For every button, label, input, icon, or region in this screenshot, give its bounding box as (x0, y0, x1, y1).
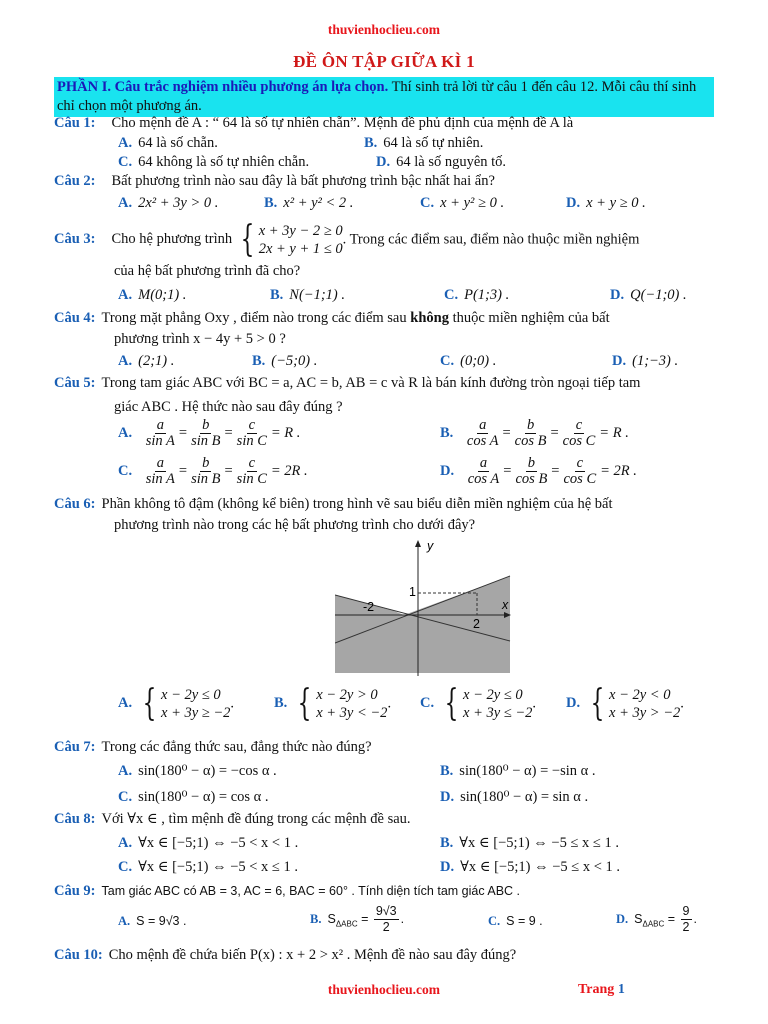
question-3-cont: của hệ bất phương trình đã cho? (114, 263, 301, 279)
q5-option-d[interactable]: D. $\frac{a}{\text{cos A}}$ = $\frac{b}{\text{cos B}}$ = $\frac{c}{\text{cos C}}$ = 2R . (440, 455, 637, 487)
q9-option-c[interactable]: C. S = 9 . (488, 914, 543, 928)
question-label: Câu 7: (54, 739, 96, 755)
q9-option-b[interactable]: B. $S_{\Delta ABC}$ = $\frac{9√3}{2}$ . (310, 904, 405, 934)
q5-option-c[interactable]: C. $\frac{a}{\text{sin A}}$ = $\frac{b}{\text{sin B}}$ = $\frac{c}{\text{sin C}}$ = 2R . (118, 455, 308, 487)
q9-option-a[interactable]: A. S = 9√3 . (118, 914, 187, 928)
q4-option-d[interactable]: D. (1;−3) . (612, 353, 679, 369)
q6-option-b[interactable]: B. { x − 2y > 0 x + 3y < −2 . (274, 683, 392, 724)
question-9: Câu 9: Tam giác ABC có AB = 3, AC = 6, BAC = 60° . Tính diện tích tam giác ABC . (54, 883, 521, 899)
shaded-region (335, 576, 510, 673)
question-6: Câu 6: Phần không tô đậm (không kể biên) trong hình vẽ sau biểu diễn miền nghiệm của hệ bất (54, 496, 613, 512)
q6-option-a[interactable]: A. { x − 2y ≤ 0 x + 3y ≥ −2 . (118, 683, 235, 724)
footer-site[interactable]: thuvienhoclieu.com (327, 982, 441, 997)
question-label: Câu 5: (54, 375, 96, 391)
question-4: Câu 4: Trong mặt phẳng Oxy , điểm nào trong các điểm sau không thuộc miền nghiệm của bất (54, 310, 610, 326)
q8-option-c[interactable]: C. ∀x ∈ [−5;1) ⇔ −5 < x ≤ 1 . (118, 859, 299, 875)
q1-option-c[interactable]: C. 64 không là số tự nhiên chẵn. (118, 154, 310, 170)
q4-option-a[interactable]: A. (2;1) . (118, 353, 175, 369)
question-5: Câu 5: Trong tam giác ABC với BC = a, AC = b, AB = c và R là bán kính đường tròn ngoại tiếp tam (54, 375, 641, 391)
question-label: Câu 3: (54, 231, 96, 248)
question-text: Cho mệnh đề A : “ 64 là số tự nhiên chẵn”. Mệnh đề phủ định của mệnh đề A là (111, 115, 574, 131)
q6-figure (335, 538, 515, 683)
question-label: Câu 4: (54, 310, 96, 326)
q3-option-b[interactable]: B. N(−1;1) . (270, 287, 345, 303)
question-label: Câu 10: (54, 947, 103, 963)
tick-y-1: 1 (409, 585, 416, 599)
question-5-cont: giác ABC . Hệ thức nào sau đây đúng ? (114, 399, 343, 415)
q1-option-d[interactable]: D. 64 là số nguyên tố. (376, 154, 507, 170)
q2-option-d[interactable]: D. x + y ≥ 0 . (566, 195, 646, 211)
q1-option-b[interactable]: B. 64 là số tự nhiên. (364, 135, 484, 151)
q7-option-d[interactable]: D. sin(180⁰ − α) = sin α . (440, 789, 589, 805)
q1-option-a[interactable]: A. 64 là số chẵn. (118, 135, 218, 151)
question-label: Câu 8: (54, 811, 96, 827)
tick-x-neg2: -2 (363, 600, 375, 614)
q4-option-b[interactable]: B. (−5;0) . (252, 353, 318, 369)
q2-option-c[interactable]: C. x + y² ≥ 0 . (420, 195, 505, 211)
q7-option-a[interactable]: A. sin(180⁰ − α) = −cos α . (118, 763, 277, 779)
question-label: Câu 1: (54, 115, 96, 131)
x-axis-label: x (502, 598, 509, 612)
question-10: Câu 10: Cho mệnh đề chứa biến P(x) : x + 2 > x² . Mệnh đề nào sau đây đúng? (54, 947, 517, 963)
q8-option-d[interactable]: D. ∀x ∈ [−5;1) ⇔ −5 ≤ x < 1 . (440, 859, 621, 875)
part-instructions (54, 77, 714, 117)
q2-option-b[interactable]: B. x² + y² < 2 . (264, 195, 354, 211)
q8-option-b[interactable]: B. ∀x ∈ [−5;1) ⇔ −5 ≤ x ≤ 1 . (440, 835, 619, 851)
question-text: Bất phương trình nào sau đây là bất phương trình bậc nhất hai ẩn? (111, 173, 495, 189)
q5-option-b[interactable]: B. $\frac{a}{\text{cos A}}$ = $\frac{b}{\text{cos B}}$ = $\frac{c}{\text{cos C}}$ = R . (440, 417, 629, 449)
site-header[interactable]: thuvienhoclieu.com (327, 22, 441, 37)
page-title: ĐỀ ÔN TẬP GIỮA KÌ 1 (293, 52, 475, 71)
y-axis-label: y (427, 539, 434, 553)
question-label: Câu 6: (54, 496, 96, 512)
q7-option-c[interactable]: C. sin(180⁰ − α) = cos α . (118, 789, 269, 805)
q3-option-a[interactable]: A. M(0;1) . (118, 287, 187, 303)
question-1 (54, 114, 716, 133)
part-text: Thí sinh trả lời từ câu 1 đến câu 12. Mỗi câu thí sinh chỉ chọn một phương án. (57, 79, 697, 114)
question-label: Câu 2: (54, 173, 96, 189)
q3-option-c[interactable]: C. P(1;3) . (444, 287, 510, 303)
question-2 (54, 172, 716, 191)
question-3: Câu 3: Cho hệ phương trình { x + 3y − 2 ≥ 0 2x + y + 1 ≤ 0 . Trong các điểm sau, điểm nào thuộc miền nghiệm (54, 219, 640, 260)
q3-system: { x + 3y − 2 ≥ 0 2x + y + 1 ≤ 0 (240, 219, 343, 260)
q7-option-b[interactable]: B. sin(180⁰ − α) = −sin α . (440, 763, 596, 779)
question-7: Câu 7: Trong các đẳng thức sau, đẳng thức nào đúng? (54, 739, 372, 755)
page-number: Trang 1 (578, 982, 625, 997)
q2-option-a[interactable]: A. 2x² + 3y > 0 . (118, 195, 219, 211)
tick-x-2: 2 (473, 617, 480, 631)
y-axis-arrow (415, 540, 421, 547)
question-4-cont: phương trình x − 4y + 5 > 0 ? (114, 331, 286, 347)
q5-option-a[interactable]: A. $\frac{a}{\text{sin A}}$ = $\frac{b}{\text{sin B}}$ = $\frac{c}{\text{sin C}}$ = R . (118, 417, 301, 449)
q9-option-d[interactable]: D. $S_{\Delta ABC}$ = $\frac{9}{2}$ . (616, 904, 697, 934)
q6-option-d[interactable]: D. { x − 2y < 0 x + 3y > −2 . (566, 683, 684, 724)
question-label: Câu 9: (54, 883, 96, 899)
question-8: Câu 8: Với ∀x ∈ , tìm mệnh đề đúng trong các mệnh đề sau. (54, 811, 411, 827)
q6-option-c[interactable]: C. { x − 2y ≤ 0 x + 3y ≤ −2 . (420, 683, 537, 724)
part-heading: PHẦN I. Câu trắc nghiệm nhiều phương án lựa chọn. (57, 79, 389, 95)
question-6-cont: phương trình nào trong các hệ bất phương trình cho dưới đây? (114, 517, 476, 533)
q3-option-d[interactable]: D. Q(−1;0) . (610, 287, 687, 303)
q8-option-a[interactable]: A. ∀x ∈ [−5;1) ⇔ −5 < x < 1 . (118, 835, 299, 851)
q4-option-c[interactable]: C. (0;0) . (440, 353, 497, 369)
